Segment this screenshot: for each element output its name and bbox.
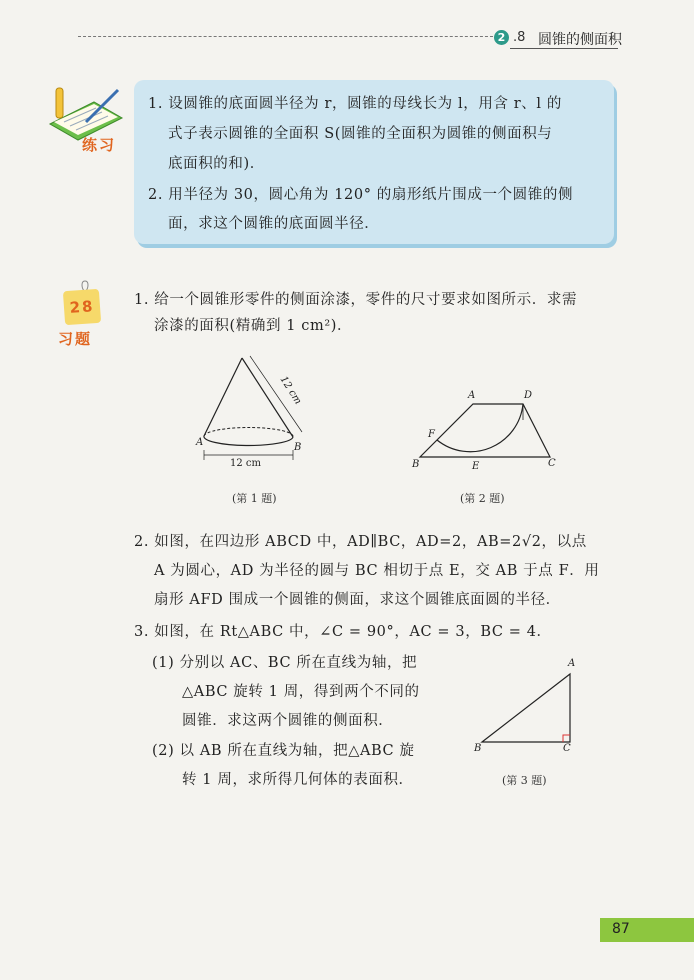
practice-label: 练习 [82, 136, 117, 154]
fig2-point-f: F [428, 429, 435, 440]
fig1-caption: (第 1 题) [232, 492, 277, 505]
q3-line-1: 3. 如图，在 Rt△ABC 中，∠C = 90°，AC = 3，BC = 4． [134, 624, 552, 640]
fig2-point-a: A [468, 390, 476, 401]
section-badge: 2 [494, 30, 509, 45]
q2-line-1: 2. 如图，在四边形 ABCD 中，AD∥BC，AD=2，AB=2√2，以点 [134, 534, 587, 550]
fig1-point-b: B [294, 442, 302, 453]
exercise-number-badge: 28 [63, 289, 101, 325]
q1-line-2: 涂漆的面积(精确到 1 cm²)． [154, 318, 353, 334]
fig2-caption: (第 2 题) [460, 492, 505, 505]
header-dashed-line [78, 36, 498, 37]
practice-notebook-icon [46, 82, 128, 142]
practice-line-4: 2. 用半径为 30，圆心角为 120° 的扇形纸片围成一个圆锥的侧 [148, 187, 574, 203]
practice-line-2: 式子表示圆锥的全面积 S(圆锥的全面积为圆锥的侧面积与 [168, 126, 553, 142]
q3-sub1-line-3: 圆锥．求这两个圆锥的侧面积． [182, 713, 394, 729]
practice-line-5: 面，求这个圆锥的底面圆半径． [168, 216, 380, 232]
q3-sub1-line-1: (1) 分别以 AC、BC 所在直线为轴，把 [152, 655, 418, 671]
practice-line-3: 底面积的和)． [168, 156, 265, 172]
q3-sub2-line-2: 转 1 周，求所得几何体的表面积． [182, 772, 414, 788]
fig1-slant-label: 12 cm [277, 374, 304, 407]
exercise-label: 习题 [58, 330, 93, 348]
fig2-point-c: C [548, 458, 556, 469]
q2-line-2: A 为圆心，AD 为半径的圆与 BC 相切于点 E，交 AB 于点 F．用 [154, 563, 600, 579]
q3-sub1-line-2: △ABC 旋转 1 周，得到两个不同的 [182, 684, 420, 700]
section-title: 圆锥的侧面积 [538, 32, 622, 48]
q1-line-1: 1. 给一个圆锥形零件的侧面涂漆，零件的尺寸要求如图所示．求需 [134, 292, 578, 308]
fig3-point-c: C [563, 743, 571, 754]
fig2-point-e: E [472, 461, 480, 472]
fig2-point-d: D [524, 390, 533, 401]
q3-sub2-line-1: (2) 以 AB 所在直线为轴，把△ABC 旋 [152, 743, 415, 759]
section-number: .8 [513, 30, 526, 45]
practice-line-1: 1. 设圆锥的底面圆半径为 r，圆锥的母线长为 l，用含 r、l 的 [148, 96, 562, 112]
fig1-base-label: 12 cm [230, 458, 261, 469]
fig1-point-a: A [196, 437, 204, 448]
fig3-caption: (第 3 题) [502, 774, 547, 787]
figure-3-triangle [470, 660, 580, 750]
fig2-point-b: B [412, 459, 420, 470]
page-number: 87 [612, 921, 630, 937]
q2-line-3: 扇形 AFD 围成一个圆锥的侧面，求这个圆锥底面圆的半径． [154, 592, 561, 608]
fig3-point-b: B [474, 743, 482, 754]
fig3-point-a: A [568, 658, 576, 669]
